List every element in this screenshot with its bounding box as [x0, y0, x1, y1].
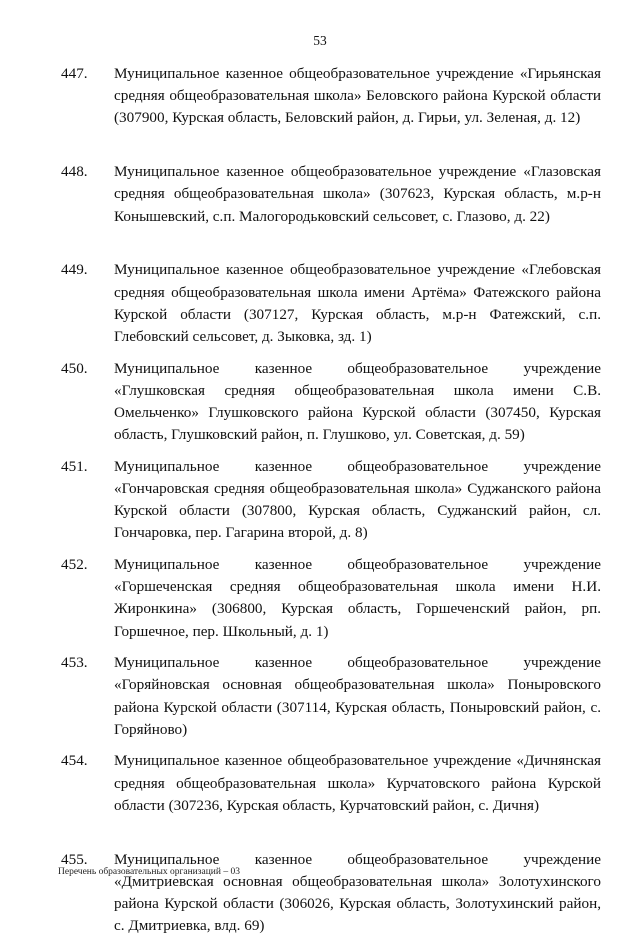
list-item [0, 358, 640, 456]
entry-text: Муниципальное казенное общеобразовательное учреждение «Горшеченская средняя общеобразовательная школа имени Н.И. Жиронкина» (306800, Курская область, Горшеченский район, рп. Горшечное, пер. Школьный, д. 1) [114, 555, 601, 640]
entry-number: 448. [61, 163, 88, 181]
list-item [0, 161, 640, 259]
list-item [0, 750, 640, 848]
list-item [0, 554, 640, 652]
entry-text: Муниципальное казенное общеобразовательное учреждение «Гирьянская средняя общеобразовательная школа» Беловского района Курской области (307900, Курская область, Беловский район, д. Гирьи, ул. Зеленая, д. 12) [114, 65, 601, 127]
entry-number: 452. [61, 555, 88, 573]
page-number: 53 [313, 33, 327, 48]
entry-number: 454. [61, 752, 88, 770]
entry-number: 455. [61, 850, 88, 868]
entry-text: Муниципальное казенное общеобразовательное учреждение «Горяйновская основная общеобразовательная школа» Поныровского района Курской области (307114, Курская область, Поныровский район, с. Горяйново) [114, 654, 601, 738]
list-item [0, 652, 640, 750]
entry-text: Муниципальное казенное общеобразовательное учреждение «Дичнянская средняя общеобразовательная школа» Курчатовского района Курской области (307236, Курская область, Курчатовский район, с. Дичня) [114, 752, 601, 814]
entry-number: 449. [61, 261, 88, 279]
entry-number: 450. [61, 359, 88, 377]
list-item [0, 849, 640, 947]
entry-number: 451. [61, 457, 88, 475]
entry-number: 447. [61, 65, 88, 82]
entry-number: 453. [61, 654, 88, 672]
entry-text: Муниципальное казенное общеобразовательное учреждение «Дмитриевская основная общеобразовательная школа» Золотухинского района Курской области (306026, Курская область, Золотухинский район, с. Дмитриевка, влд. 69) [114, 850, 601, 935]
list-item [0, 259, 640, 357]
entry-text: Муниципальное казенное общеобразовательное учреждение «Глазовская средняя общеобразовательная школа» (307623, Курская область, м.р-н Конышевский, с.п. Малогородьковский сельсовет, с. Глазово, д. 22) [114, 163, 601, 225]
page-footer: Перечень образовательных организаций – 03 [58, 867, 240, 877]
list-item [0, 63, 640, 161]
list-item [0, 456, 640, 554]
entry-text: Муниципальное казенное общеобразовательное учреждение «Гончаровская средняя общеобразовательная школа» Суджанского района Курской области (307800, Курская область, Суджанский район, сл. Гончаровка, пер. Гагарина второй, д. 8) [114, 457, 601, 542]
entry-text: Муниципальное казенное общеобразовательное учреждение «Глебовская средняя общеобразовательная школа имени Артёма» Фатежского района Курской области (307127, Курская область, м.р-н Фатежский, с.п. Глебовский сельсовет, д. Зыковка, зд. 1) [114, 261, 601, 345]
entry-text: Муниципальное казенное общеобразовательное учреждение «Глушковская средняя общеобразовательная школа имени С.В. Омельченко» Глушковского района Курской области (307450, Курская область, Глушковский район, п. Глушково, ул. Советская, д. 59) [114, 359, 601, 444]
organization-list [0, 63, 640, 947]
